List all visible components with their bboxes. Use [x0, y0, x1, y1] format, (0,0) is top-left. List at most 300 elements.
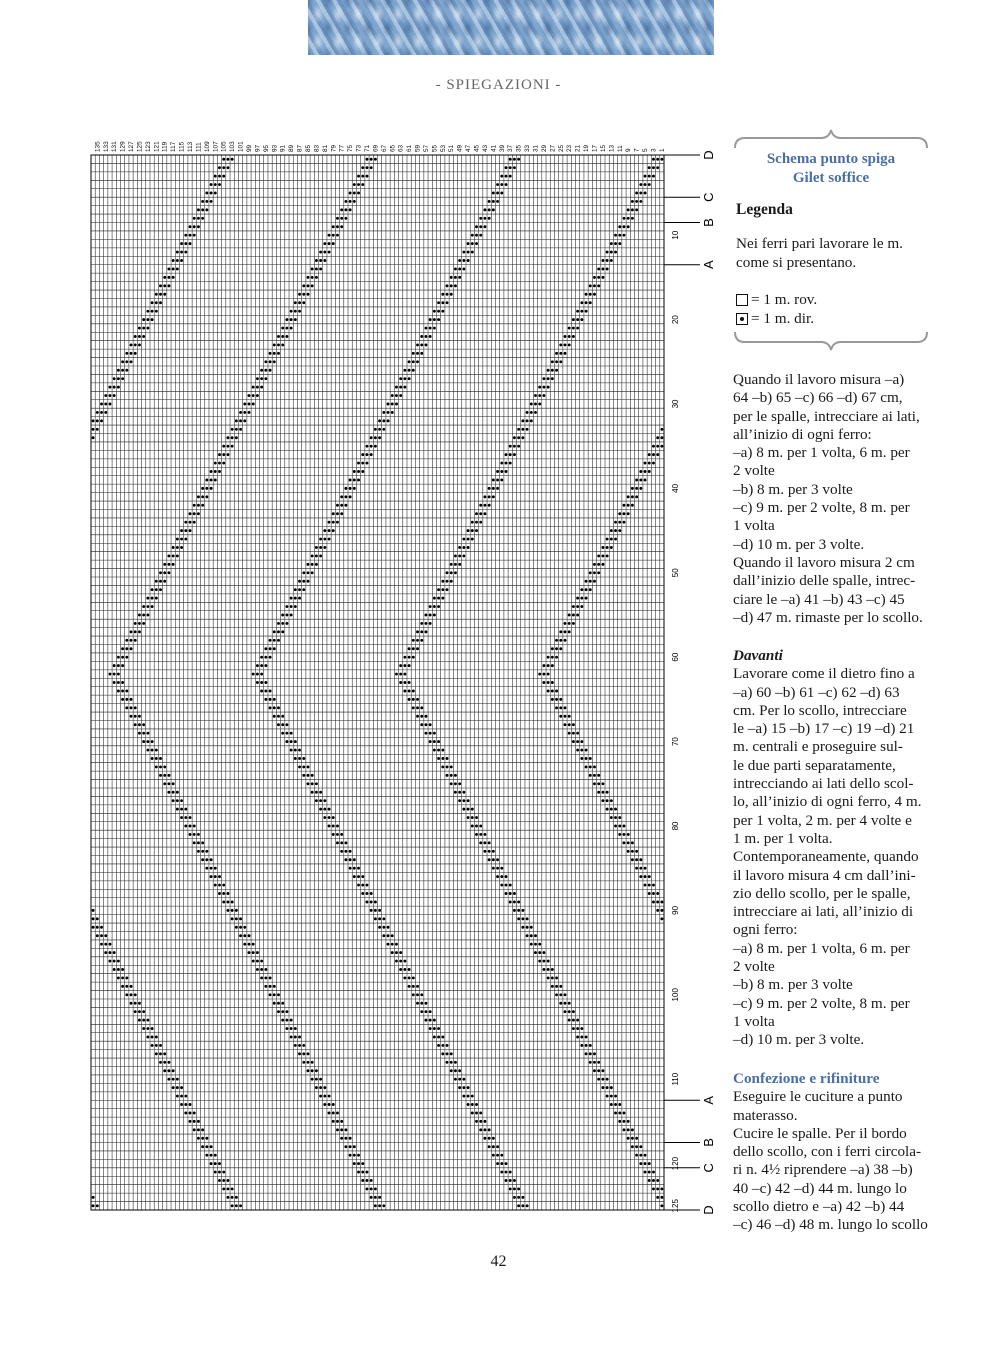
davanti-line: Contemporaneamente, quando — [733, 848, 919, 866]
stitch-label: 133 — [102, 141, 110, 152]
knit-dot — [589, 580, 592, 583]
knit-dot — [328, 1095, 331, 1098]
knit-dot — [635, 200, 638, 203]
knit-dot — [513, 158, 516, 161]
knit-dot — [623, 833, 626, 836]
knit-dot — [399, 394, 402, 397]
stitch-label: 21 — [574, 144, 582, 152]
knit-dot — [201, 841, 204, 844]
knit-dot — [176, 251, 179, 254]
knit-dot — [193, 1128, 196, 1131]
knit-dot — [100, 943, 103, 946]
row-label: 110 — [671, 1072, 680, 1086]
knit-dot — [163, 563, 166, 566]
knit-dot — [357, 1162, 360, 1165]
davanti-line: lo, all’inizio di ogni ferro, 4 m. — [733, 793, 922, 811]
knit-dot — [467, 242, 470, 245]
knit-dot — [526, 428, 529, 431]
knit-dot — [138, 1019, 141, 1022]
knit-dot — [614, 538, 617, 541]
knit-dot — [378, 428, 381, 431]
knit-dot — [635, 208, 638, 211]
knit-dot — [589, 588, 592, 591]
knit-dot — [623, 512, 626, 515]
knit-dot — [374, 909, 377, 912]
davanti-line: intrecciando ai lati dello scol- — [733, 775, 914, 793]
stitch-label: 37 — [507, 144, 515, 152]
row-label: 80 — [671, 821, 680, 831]
knit-dot — [652, 175, 655, 178]
knit-dot — [475, 521, 478, 524]
knit-dot — [273, 985, 276, 988]
knit-dot — [307, 1069, 310, 1072]
knit-dot — [378, 917, 381, 920]
knit-dot — [176, 799, 179, 802]
knit-dot — [395, 394, 398, 397]
knit-dot — [555, 639, 558, 642]
stitch-label: 1 — [658, 148, 666, 152]
knit-dot — [585, 580, 588, 583]
knit-dot — [467, 1086, 470, 1089]
knit-dot — [492, 208, 495, 211]
knit-dot — [652, 453, 655, 456]
knit-dot — [639, 1154, 642, 1157]
knit-dot — [403, 673, 406, 676]
knit-dot — [235, 428, 238, 431]
knit-dot — [467, 808, 470, 811]
knit-dot — [614, 1111, 617, 1114]
knit-dot — [138, 614, 141, 617]
knit-dot — [167, 276, 170, 279]
knit-dot — [542, 968, 545, 971]
knit-dot — [366, 462, 369, 465]
knit-dot — [408, 968, 411, 971]
knit-dot — [568, 614, 571, 617]
knit-dot — [441, 597, 444, 600]
knit-dot — [218, 166, 221, 169]
knit-dot — [307, 774, 310, 777]
stitch-label: 91 — [279, 144, 287, 152]
stitch-label: 81 — [321, 144, 329, 152]
knit-dot — [446, 293, 449, 296]
knit-dot — [332, 225, 335, 228]
knit-dot — [412, 993, 415, 996]
knit-dot — [593, 580, 596, 583]
knit-dot — [180, 242, 183, 245]
knit-dot — [408, 664, 411, 667]
knit-dot — [353, 470, 356, 473]
knit-dot — [201, 217, 204, 220]
knit-dot — [344, 495, 347, 498]
knit-dot — [269, 993, 272, 996]
knit-dot — [559, 630, 562, 633]
top-brace — [733, 128, 929, 150]
knit-dot — [235, 909, 238, 912]
knit-dot — [606, 554, 609, 557]
knit-dot — [450, 276, 453, 279]
knit-dot — [648, 1162, 651, 1165]
knit-dot — [180, 799, 183, 802]
knit-dot — [332, 234, 335, 237]
knit-dot — [336, 1120, 339, 1123]
knit-dot — [656, 436, 659, 439]
body-line: –c) 9 m. per 2 volte, 8 m. per — [733, 499, 910, 517]
davanti-line: le due parti separatamente, — [733, 756, 896, 774]
knit-dot — [184, 242, 187, 245]
knit-dot — [601, 276, 604, 279]
knit-dot — [433, 614, 436, 617]
knit-dot — [117, 960, 120, 963]
knit-dot — [142, 740, 145, 743]
knit-dot — [117, 656, 120, 659]
knit-dot — [631, 487, 634, 490]
knit-dot — [631, 504, 634, 507]
knit-dot — [96, 1204, 99, 1207]
knit-dot — [412, 689, 415, 692]
knit-dot — [412, 369, 415, 372]
knit-dot — [627, 512, 630, 515]
knit-dot — [197, 833, 200, 836]
knit-dot — [492, 200, 495, 203]
knit-dot — [601, 563, 604, 566]
knit-dot — [340, 1128, 343, 1131]
knit-dot — [492, 867, 495, 870]
body-line: all’inizio di ogni ferro: — [733, 425, 872, 443]
knit-dot — [601, 782, 604, 785]
knit-dot — [656, 445, 659, 448]
knit-dot — [298, 765, 301, 768]
knit-dot — [500, 875, 503, 878]
knit-dot — [564, 639, 567, 642]
knit-dot — [176, 1078, 179, 1081]
knit-dot — [193, 225, 196, 228]
knit-dot — [176, 546, 179, 549]
knit-dot — [576, 749, 579, 752]
knit-dot — [130, 343, 133, 346]
knit-dot — [210, 192, 213, 195]
knit-dot — [399, 377, 402, 380]
knit-dot — [319, 799, 322, 802]
knit-dot — [542, 951, 545, 954]
knit-dot — [639, 200, 642, 203]
knit-dot — [551, 985, 554, 988]
confezione-section — [733, 1070, 929, 1235]
knit-dot — [281, 1010, 284, 1013]
knit-dot — [551, 369, 554, 372]
davanti-line: 1 m. per 1 volta. — [733, 829, 833, 847]
knit-dot — [218, 175, 221, 178]
knit-dot — [576, 605, 579, 608]
knit-dot — [488, 850, 491, 853]
knit-dot — [353, 478, 356, 481]
knit-dot — [446, 765, 449, 768]
knit-dot — [471, 1111, 474, 1114]
knit-dot — [117, 681, 120, 684]
knit-dot — [349, 478, 352, 481]
knit-dot — [163, 276, 166, 279]
knit-dot — [340, 1137, 343, 1140]
legend-knit-label: = 1 m. dir. — [751, 310, 814, 327]
knit-dot — [159, 757, 162, 760]
knit-dot — [471, 825, 474, 828]
knit-dot — [610, 251, 613, 254]
stitch-label: 27 — [549, 144, 557, 152]
knit-dot — [403, 681, 406, 684]
knit-dot — [92, 436, 95, 439]
knit-dot — [412, 647, 415, 650]
knit-dot — [479, 841, 482, 844]
knit-dot — [585, 597, 588, 600]
knit-dot — [412, 706, 415, 709]
knit-dot — [113, 386, 116, 389]
knit-dot — [323, 259, 326, 262]
knit-dot — [205, 487, 208, 490]
knit-dot — [450, 1069, 453, 1072]
knit-dot — [631, 1137, 634, 1140]
knit-dot — [589, 301, 592, 304]
knit-dot — [492, 850, 495, 853]
knit-dot — [323, 816, 326, 819]
knit-dot — [483, 504, 486, 507]
knit-dot — [551, 968, 554, 971]
knit-dot — [231, 909, 234, 912]
knit-dot — [580, 1036, 583, 1039]
knit-dot — [648, 1179, 651, 1182]
knit-dot — [180, 1086, 183, 1089]
knit-dot — [353, 183, 356, 186]
row-label: 125 — [671, 1199, 680, 1213]
knit-dot — [446, 1044, 449, 1047]
knit-dot — [218, 875, 221, 878]
knit-dot — [391, 951, 394, 954]
knit-dot — [146, 310, 149, 313]
knit-dot — [239, 926, 242, 929]
knit-dot — [155, 310, 158, 313]
knit-dot — [639, 867, 642, 870]
knit-dot — [644, 1154, 647, 1157]
knit-dot — [256, 968, 259, 971]
knit-dot — [370, 1179, 373, 1182]
knit-dot — [395, 960, 398, 963]
knit-dot — [660, 917, 663, 920]
knit-dot — [96, 411, 99, 414]
knit-dot — [446, 588, 449, 591]
knit-dot — [441, 588, 444, 591]
knit-dot — [189, 825, 192, 828]
knit-dot — [606, 259, 609, 262]
knit-dot — [488, 1128, 491, 1131]
knit-dot — [517, 158, 520, 161]
knit-dot — [235, 436, 238, 439]
knit-dot — [146, 327, 149, 330]
knit-dot — [205, 1137, 208, 1140]
knit-dot — [218, 183, 221, 186]
knit-dot — [471, 1103, 474, 1106]
davanti-line: le –a) 15 –b) 17 –c) 19 –d) 21 — [733, 720, 915, 738]
knit-dot — [606, 1086, 609, 1089]
knit-dot — [361, 892, 364, 895]
knit-dot — [319, 251, 322, 254]
knit-dot — [597, 1061, 600, 1064]
knit-dot — [509, 884, 512, 887]
knit-dot — [547, 689, 550, 692]
knit-dot — [593, 1052, 596, 1055]
knit-dot — [176, 554, 179, 557]
knit-dot — [121, 377, 124, 380]
knit-dot — [269, 352, 272, 355]
knit-dot — [576, 597, 579, 600]
knit-dot — [496, 1162, 499, 1165]
knit-dot — [302, 580, 305, 583]
knit-dot — [462, 538, 465, 541]
knit-dot — [226, 166, 229, 169]
knit-dot — [205, 478, 208, 481]
knit-dot — [269, 639, 272, 642]
knit-dot — [652, 462, 655, 465]
knit-dot — [576, 1036, 579, 1039]
knit-dot — [623, 825, 626, 828]
knit-dot — [328, 242, 331, 245]
knit-dot — [593, 1061, 596, 1064]
knit-dot — [302, 284, 305, 287]
knit-dot — [559, 360, 562, 363]
box-title-line2: Gilet soffice — [792, 170, 870, 186]
knit-dot — [618, 225, 621, 228]
knit-dot — [635, 487, 638, 490]
knit-dot — [412, 985, 415, 988]
knit-dot — [269, 985, 272, 988]
knit-dot — [201, 1128, 204, 1131]
knit-dot — [260, 664, 263, 667]
knit-dot — [462, 251, 465, 254]
knit-dot — [100, 403, 103, 406]
stitch-label: 131 — [111, 141, 119, 152]
stitch-label: 109 — [203, 141, 211, 152]
knit-dot — [100, 934, 103, 937]
knit-dot — [538, 943, 541, 946]
knit-dot — [294, 597, 297, 600]
knit-dot — [184, 521, 187, 524]
knit-dot — [189, 234, 192, 237]
knit-dot — [513, 453, 516, 456]
knit-dot — [146, 597, 149, 600]
stitch-label: 3 — [650, 148, 658, 152]
knit-dot — [420, 352, 423, 355]
knit-dot — [450, 1061, 453, 1064]
knit-dot — [138, 327, 141, 330]
knit-dot — [264, 360, 267, 363]
knit-dot — [534, 394, 537, 397]
knit-dot — [454, 267, 457, 270]
knit-dot — [597, 774, 600, 777]
knit-dot — [559, 698, 562, 701]
knit-dot — [627, 1120, 630, 1123]
knit-dot — [285, 740, 288, 743]
knit-dot — [610, 538, 613, 541]
box-title — [733, 150, 929, 188]
knit-dot — [623, 1128, 626, 1131]
knit-dot — [210, 1162, 213, 1165]
stitch-label: 49 — [456, 144, 464, 152]
knit-dot — [214, 884, 217, 887]
stitch-label: 127 — [128, 141, 136, 152]
knit-dot — [564, 993, 567, 996]
knit-dot — [328, 529, 331, 532]
knit-dot — [644, 875, 647, 878]
body-line: 1 volta — [733, 517, 775, 535]
knit-dot — [231, 436, 234, 439]
knit-dot — [353, 487, 356, 490]
knit-dot — [184, 816, 187, 819]
knit-dot — [416, 352, 419, 355]
knit-dot — [572, 605, 575, 608]
knit-dot — [576, 1019, 579, 1022]
knit-dot — [121, 689, 124, 692]
knit-dot — [243, 943, 246, 946]
knit-dot — [580, 749, 583, 752]
stitch-label: 67 — [380, 144, 388, 152]
knit-dot — [269, 647, 272, 650]
knit-dot — [167, 284, 170, 287]
knit-dot — [576, 310, 579, 313]
knit-dot — [593, 571, 596, 574]
knit-dot — [189, 225, 192, 228]
knit-dot — [467, 816, 470, 819]
knit-dot — [580, 588, 583, 591]
knit-dot — [269, 360, 272, 363]
knit-dot — [138, 732, 141, 735]
knit-dot — [462, 259, 465, 262]
knit-dot — [146, 1036, 149, 1039]
knit-dot — [323, 808, 326, 811]
knit-dot — [277, 639, 280, 642]
stitch-label: 13 — [608, 144, 616, 152]
knit-dot — [180, 251, 183, 254]
knit-dot — [450, 782, 453, 785]
knit-dot — [210, 858, 213, 861]
knit-dot — [269, 656, 272, 659]
knit-dot — [416, 698, 419, 701]
knit-dot — [214, 867, 217, 870]
knit-dot — [496, 875, 499, 878]
knit-dot — [307, 563, 310, 566]
davanti-line: cm. Per lo scollo, intrecciare — [733, 701, 907, 719]
stitch-label: 103 — [229, 141, 237, 152]
knit-dot — [483, 1120, 486, 1123]
knit-dot — [370, 892, 373, 895]
stitch-label: 85 — [304, 144, 312, 152]
knit-dot — [585, 757, 588, 760]
knit-dot — [420, 630, 423, 633]
knit-dot — [210, 867, 213, 870]
knit-dot — [260, 673, 263, 676]
knit-dot — [623, 217, 626, 220]
knit-dot — [589, 293, 592, 296]
knit-dot — [635, 192, 638, 195]
knit-dot — [492, 1145, 495, 1148]
knit-dot — [184, 529, 187, 532]
knit-dot — [349, 1137, 352, 1140]
knit-dot — [197, 1120, 200, 1123]
knit-dot — [635, 858, 638, 861]
knit-dot — [610, 546, 613, 549]
knit-dot — [462, 554, 465, 557]
knit-dot — [437, 597, 440, 600]
knit-dot — [446, 757, 449, 760]
knit-dot — [172, 259, 175, 262]
stitch-label: 107 — [212, 141, 220, 152]
knit-dot — [399, 673, 402, 676]
